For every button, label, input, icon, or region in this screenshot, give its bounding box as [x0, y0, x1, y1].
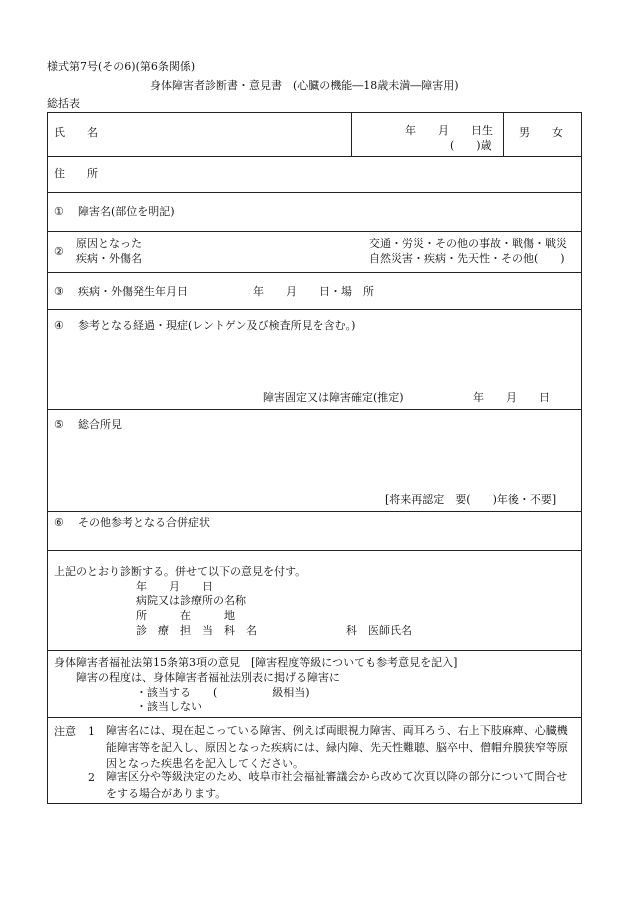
item4-number: ④ — [54, 319, 64, 332]
note1-number: 1 — [88, 725, 95, 738]
birth-date: 年 月 日生 — [405, 124, 493, 137]
form-number: 様式第7号(その6)(第6条関係) — [47, 60, 196, 73]
doctor-name-label: 科 医師氏名 — [346, 624, 412, 637]
note2-text: 障害区分や等級決定のため、岐阜市社会福祉審議会から改めて次頁以降の部分について問合せをする場合があります。 — [106, 770, 568, 800]
diagnosis-statement: 上記のとおり診断する。併せて以下の意見を付す。 — [54, 565, 307, 578]
item5-recert: [将来再認定 要( )年後・不要] — [385, 493, 557, 506]
note1-text: 障害名には、現在起こっている障害、例えば両眼視力障害、両耳ろう、右上下肢麻痺、心臓機能障害等を記入し、原因となった疾病には、緑内障、先天性難聴、脳卒中、僧帽弁膜狭窄等原因となった疾患名を記入してください。 — [106, 724, 568, 770]
note2-number: 2 — [88, 771, 95, 784]
item2-label-line2: 疾病・外傷名 — [76, 252, 142, 265]
note-label: 注意 — [54, 725, 76, 738]
item4-fixed-date: 年 月 日 — [473, 391, 550, 404]
age-field: ( )歳 — [450, 139, 492, 152]
opinion-statement: 障害の程度は、身体障害者福祉法別表に掲げる障害に — [76, 671, 340, 684]
hospital-name-label: 病院又は診療所の名称 — [136, 594, 246, 607]
item2-options-line1: 交通・労災・その他の事故・戦傷・戦災 — [369, 237, 567, 250]
address-label: 住 所 — [54, 167, 98, 180]
item1-label: 障害名(部位を明記) — [78, 205, 175, 218]
item3-label: 疾病・外傷発生年月日 — [78, 285, 188, 298]
item5-number: ⑤ — [54, 418, 64, 431]
item6-label: その他参考となる合併症状 — [78, 516, 210, 529]
item3-number: ③ — [54, 285, 64, 298]
item4-label: 参考となる経過・現症(レントゲン及び検査所見を含む。) — [78, 319, 356, 332]
option-not-applicable: ・該当しない — [136, 700, 202, 713]
option-applicable: ・該当する ( 級相当) — [136, 686, 310, 699]
form-table — [47, 112, 582, 804]
location-label: 所 在 地 — [136, 609, 235, 622]
item2-options-line2: 自然災害・疾病・先天性・その他( ) — [369, 252, 565, 265]
gender-field: 男 女 — [519, 126, 563, 139]
name-label: 氏 名 — [54, 126, 98, 139]
item2-number: ② — [54, 245, 64, 258]
item2-label-line1: 原因となった — [76, 237, 142, 250]
item4-fixed-label: 障害固定又は障害確定(推定) — [263, 391, 404, 404]
item3-date: 年 月 日・場 所 — [253, 285, 374, 298]
opinion-title: 身体障害者福祉法第15条第3項の意見 [障害程度等級についても参考意見を記入] — [54, 656, 458, 669]
department-label: 診 療 担 当 科 名 — [136, 624, 257, 637]
item5-label: 総合所見 — [78, 418, 122, 431]
summary-label: 総括表 — [47, 97, 80, 110]
diagnosis-date: 年 月 日 — [136, 580, 213, 593]
item6-number: ⑥ — [54, 516, 64, 529]
form-title: 身体障害者診断書・意見書 (心臓の機能―18歳未満―障害用) — [150, 79, 459, 92]
item1-number: ① — [54, 205, 64, 218]
